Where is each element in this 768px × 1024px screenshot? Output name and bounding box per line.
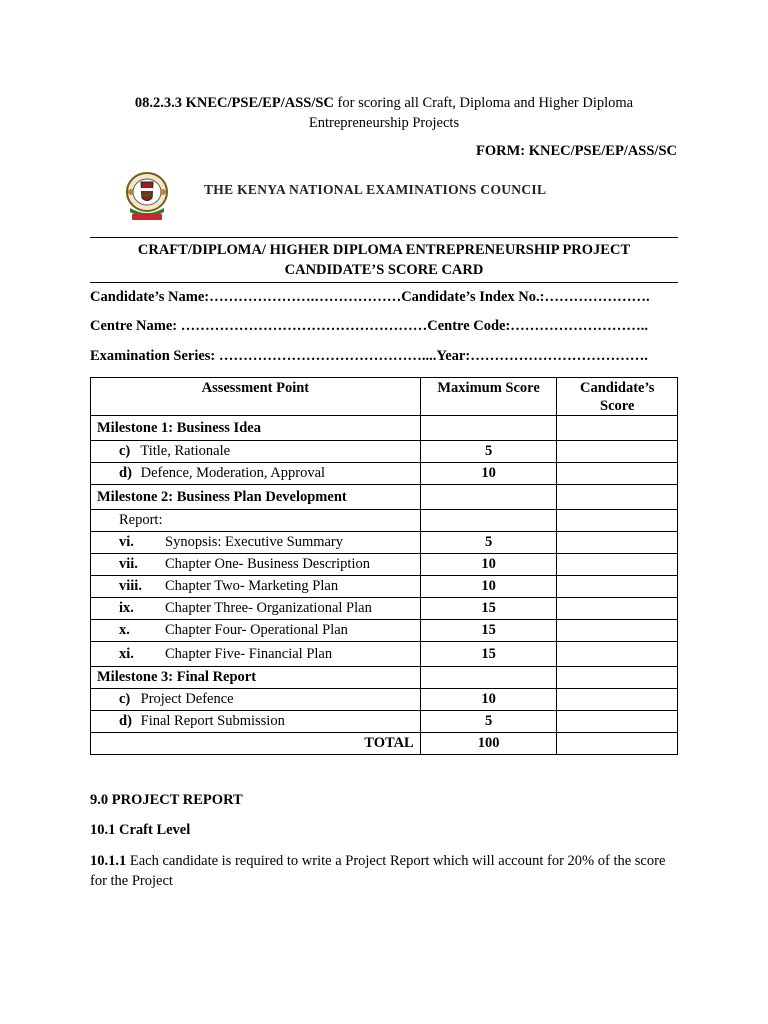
- max-score: 5: [420, 711, 557, 733]
- col-header-max-score: Maximum Score: [420, 378, 557, 416]
- council-name: THE KENYA NATIONAL EXAMINATIONS COUNCIL: [204, 182, 547, 197]
- report-label: Report:: [91, 510, 421, 532]
- max-score: 15: [420, 620, 557, 642]
- coat-of-arms-icon: [122, 170, 172, 224]
- item-number: vii.: [119, 556, 138, 572]
- intro-text-line2: Entrepreneurship Projects: [308, 115, 460, 131]
- table-row: [91, 554, 678, 576]
- item-number: d): [119, 713, 132, 729]
- centre-name-field[interactable]: Centre Name: ……………………………………………Centre Code:………………………..: [90, 318, 649, 334]
- max-score: 10: [420, 463, 557, 485]
- score-cell[interactable]: [557, 576, 678, 598]
- candidate-name-field[interactable]: Candidate’s Name:………………….………………Candidate’s Index No.:………………….: [90, 289, 650, 305]
- table-row: [91, 689, 678, 711]
- total-row: [91, 733, 678, 755]
- max-score: 10: [420, 689, 557, 711]
- score-cell[interactable]: [557, 689, 678, 711]
- milestone-row: [91, 416, 678, 441]
- item-label: Chapter Three- Organizational Plan: [165, 600, 372, 616]
- max-score: 5: [420, 532, 557, 554]
- score-cell[interactable]: [557, 554, 678, 576]
- col-header-candidate-line1: Candidate’s: [580, 380, 655, 396]
- col-header-candidate-line2: Score: [600, 398, 635, 414]
- paragraph-number: 10.1.1: [90, 853, 127, 869]
- item-label: Chapter Five- Financial Plan: [165, 646, 333, 662]
- milestone-row: [91, 667, 678, 689]
- item-label: Chapter One- Business Description: [165, 556, 370, 572]
- table-row: [91, 620, 678, 642]
- score-cell[interactable]: [557, 667, 678, 689]
- score-cell[interactable]: [557, 510, 678, 532]
- section-heading-project-report: 9.0 PROJECT REPORT: [90, 792, 243, 808]
- table-row: [91, 711, 678, 733]
- score-card-title: [90, 237, 678, 283]
- item-number: x.: [119, 622, 130, 638]
- col-header-candidate-score: [557, 378, 678, 416]
- score-card-title-line2: CANDIDATE’S SCORE CARD: [284, 262, 484, 278]
- score-card-title-line1: CRAFT/DIPLOMA/ HIGHER DIPLOMA ENTREPRENEURSHIP PROJECT: [137, 242, 631, 258]
- score-table: [90, 377, 678, 755]
- item-label: Synopsis: Executive Summary: [165, 534, 344, 550]
- intro-paragraph: [90, 93, 678, 133]
- item-number: ix.: [119, 600, 134, 616]
- table-row: [91, 441, 678, 463]
- paragraph-10-1-1: [90, 851, 678, 891]
- item-number: xi.: [119, 646, 134, 662]
- max-score: 5: [420, 441, 557, 463]
- form-code: FORM: KNEC/PSE/EP/ASS/SC: [475, 143, 677, 159]
- score-cell[interactable]: [557, 598, 678, 620]
- council-logo-row: [122, 170, 682, 224]
- document-code: 08.2.3.3 KNEC/PSE/EP/ASS/SC: [134, 95, 334, 111]
- score-cell[interactable]: [557, 485, 678, 510]
- col-header-assessment: Assessment Point: [91, 378, 421, 416]
- total-label: TOTAL: [91, 733, 421, 755]
- max-score: 10: [420, 576, 557, 598]
- score-cell[interactable]: [557, 620, 678, 642]
- score-cell[interactable]: [557, 463, 678, 485]
- item-label: Chapter Four- Operational Plan: [165, 622, 348, 638]
- milestone-3-title: Milestone 3: Final Report: [91, 667, 421, 689]
- score-cell[interactable]: [557, 416, 678, 441]
- score-cell[interactable]: [557, 441, 678, 463]
- total-max-score: 100: [420, 733, 557, 755]
- item-number: vi.: [119, 534, 134, 550]
- max-score: 10: [420, 554, 557, 576]
- total-score-cell[interactable]: [557, 733, 678, 755]
- table-row: [91, 510, 678, 532]
- max-score: 15: [420, 598, 557, 620]
- intro-text: for scoring all Craft, Diploma and Higher Diploma: [333, 95, 634, 111]
- table-header-row: [91, 378, 678, 416]
- item-label: Title, Rationale: [140, 443, 231, 459]
- item-number: c): [119, 443, 131, 459]
- item-label: Final Report Submission: [140, 713, 285, 729]
- item-label: Defence, Moderation, Approval: [140, 465, 326, 481]
- max-score: 15: [420, 642, 557, 667]
- score-cell[interactable]: [557, 532, 678, 554]
- examination-series-field[interactable]: Examination Series: ……………………………………....Year:……………………………….: [90, 348, 648, 364]
- item-number: c): [119, 691, 131, 707]
- item-number: d): [119, 465, 132, 481]
- paragraph-text: Each candidate is required to write a Project Report which will account for 20% of the score for the Project: [90, 853, 666, 889]
- table-row: [91, 576, 678, 598]
- table-row: [91, 463, 678, 485]
- item-label: Chapter Two- Marketing Plan: [165, 578, 339, 594]
- milestone-1-title: Milestone 1: Business Idea: [91, 416, 421, 441]
- item-label: Project Defence: [140, 691, 234, 707]
- score-cell[interactable]: [557, 642, 678, 667]
- table-row: [91, 598, 678, 620]
- milestone-row: [91, 485, 678, 510]
- milestone-2-title: Milestone 2: Business Plan Development: [91, 485, 421, 510]
- item-number: viii.: [119, 578, 142, 594]
- table-row: [91, 532, 678, 554]
- score-cell[interactable]: [557, 711, 678, 733]
- table-row: [91, 642, 678, 667]
- section-heading-craft-level: 10.1 Craft Level: [90, 822, 191, 838]
